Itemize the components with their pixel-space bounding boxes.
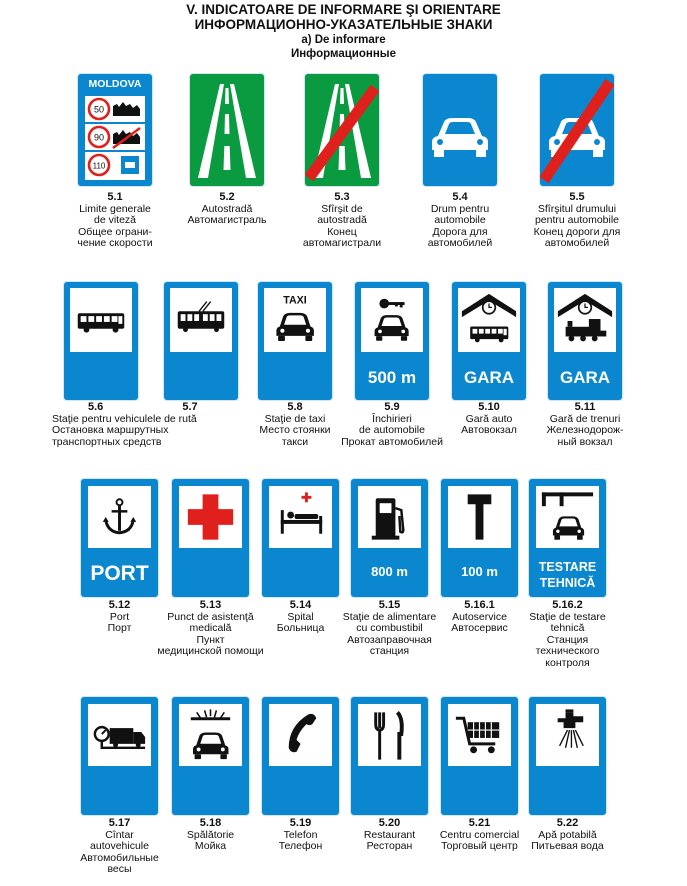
sign-number: 5.13	[199, 599, 222, 611]
restaurant-icon	[358, 704, 421, 766]
sign-description-line: весы	[107, 863, 132, 875]
sign-description-line: de viteză	[93, 214, 137, 226]
sign-description-line: такси	[281, 435, 309, 448]
sign-5-7	[164, 282, 238, 400]
sign-description-line: Место стоянки	[259, 424, 331, 436]
taxi-label: TAXI	[283, 294, 307, 307]
sign-5-16-2	[529, 479, 606, 597]
sign-5-8	[258, 282, 332, 400]
sign-description-line: Gară auto	[465, 412, 513, 425]
sign-number: 5.16.1	[464, 599, 495, 611]
sign-description-line: ный вокзал	[557, 435, 613, 448]
sign-description-line: pentru automobile	[534, 214, 620, 226]
subsection-title-ru: Информационные	[290, 48, 397, 60]
sign-description-line: Конец	[327, 225, 357, 238]
sign-description-line: Больница	[276, 622, 325, 634]
train-station-icon	[554, 288, 616, 352]
sign-plate-text: GARA	[463, 368, 515, 387]
sign-number: 5.19	[289, 817, 312, 829]
sign-5-9	[355, 282, 429, 400]
sign-description-line: Железнодорож-	[546, 424, 624, 436]
sign-description-line: станция	[369, 645, 410, 657]
speed-value: 90	[93, 132, 105, 143]
sign-caption	[282, 192, 402, 250]
car-wash-icon	[179, 704, 242, 766]
sign-description-line: Telefon	[283, 828, 318, 841]
sign-description-line: automobile	[434, 214, 486, 226]
sign-plate-text: 800 m	[371, 564, 408, 579]
sign-description-line: Телефон	[278, 840, 323, 852]
sign-description-line: Centru comercial	[439, 828, 520, 841]
sign-5-18	[172, 697, 249, 815]
sign-description-line: Остановка маршрутных	[52, 424, 169, 436]
drinking-water-icon	[536, 704, 599, 766]
bus-icon	[70, 288, 132, 352]
sign-description-line: Apă potabilă	[538, 828, 597, 841]
sign-number: 5.16.2	[552, 599, 583, 611]
sign-5-6	[64, 282, 138, 400]
sign-5-19	[262, 697, 339, 815]
sign-number: 5.1	[107, 191, 123, 203]
sign-description-line: Cîntar	[105, 828, 134, 841]
sign-description-line: Прокат автомобилей	[341, 435, 443, 448]
anchor-icon	[88, 486, 151, 548]
sign-description-line: Станция	[546, 633, 589, 646]
fuel-pump-icon	[358, 486, 421, 548]
sign-5-1	[78, 74, 152, 186]
sign-caption	[508, 818, 628, 853]
taxi-icon	[264, 288, 326, 352]
moldova-label: MOLDOVA	[88, 78, 142, 90]
sign-number: 5.5	[569, 191, 585, 203]
sign-5-13	[172, 479, 249, 597]
sign-description-line: Staţie pentru vehiculele de rută	[52, 412, 197, 425]
sign-number: 5.21	[468, 817, 491, 829]
sign-description-line: Închirieri	[372, 412, 412, 425]
sign-description-line: Ресторан	[366, 840, 413, 852]
sign-description-line: Restaurant	[363, 828, 416, 841]
truck-scale-icon	[88, 704, 151, 766]
sign-plate-text: TESTARE	[538, 560, 597, 574]
sign-description-line: Autoservice	[452, 610, 507, 623]
sign-description-line: de automobile	[359, 424, 425, 436]
sign-description-line: Spălătorie	[186, 828, 235, 841]
sign-number: 5.15	[378, 599, 401, 611]
sign-plate-text: 500 m	[367, 368, 417, 387]
car-icon	[423, 74, 497, 186]
sign-description-line: автомобилей	[427, 237, 493, 249]
sign-caption	[400, 192, 520, 250]
shopping-cart-icon	[448, 704, 511, 766]
sign-description-line: Порт	[107, 622, 132, 634]
sign-5-22	[529, 697, 606, 815]
sign-description-line: autovehicule	[90, 840, 149, 852]
sign-description-line: Autostradă	[201, 202, 253, 215]
wrench-icon	[448, 486, 511, 548]
sign-number: 5.11	[574, 401, 596, 413]
sign-description-line: медицинской помощи	[157, 645, 264, 657]
sign-5-3	[305, 74, 379, 186]
sign-plate-text: TEHNICĂ	[539, 576, 596, 590]
sign-caption	[525, 402, 645, 448]
sign-description-line: Gară de trenuri	[549, 412, 621, 425]
sign-description-line: транспортных средств	[52, 435, 162, 448]
sign-description-line: Автомагистраль	[187, 214, 267, 226]
speed-value: 50	[93, 104, 105, 115]
sign-description-line: Автозаправочная	[347, 633, 432, 646]
sign-number: 5.10	[478, 401, 500, 413]
sign-number: 5.17	[108, 817, 131, 829]
sign-description-line: Spital	[287, 610, 314, 623]
motorway-icon	[190, 74, 264, 186]
sign-number: 5.20	[378, 817, 401, 829]
car-rental-icon	[361, 288, 423, 352]
sign-description-line: Punct de asistenţă	[167, 610, 254, 623]
sign-caption	[517, 192, 637, 250]
sign-5-17	[81, 697, 158, 815]
sign-number: 5.22	[556, 817, 579, 829]
subsection-title: a) De informare	[301, 34, 386, 46]
sign-description-line: Drum pentru	[430, 202, 490, 215]
sign-caption	[55, 192, 175, 250]
sign-description-line: технического	[535, 645, 600, 657]
sign-plate-text: 100 m	[461, 564, 498, 579]
sign-description-line: autostradă	[317, 214, 367, 226]
hospital-bed-icon	[269, 486, 332, 548]
end-motorway-icon	[305, 74, 379, 186]
sign-description-line: Пункт	[196, 633, 225, 646]
inspection-icon	[536, 486, 599, 548]
sign-description-line: Sfîrşitul drumului	[537, 202, 617, 215]
sign-caption	[508, 600, 628, 669]
section-title-ru: ИНФОРМАЦИОННО-УКАЗАТЕЛЬНЫЕ ЗНАКИ	[194, 17, 493, 32]
sign-description-line: Питьевая вода	[531, 840, 604, 852]
sign-description-line: Общее ограни-	[78, 225, 152, 238]
sign-description-line: чение скорости	[77, 237, 153, 249]
section-title: V. INDICATOARE DE INFORMARE ŞI ORIENTARE	[186, 2, 501, 17]
sign-caption	[167, 192, 287, 227]
sign-5-15	[351, 479, 428, 597]
sign-description-line: Торговый центр	[441, 840, 518, 852]
sign-description-line: контроля	[545, 656, 590, 669]
sign-number: 5.2	[219, 191, 235, 203]
sign-number: 5.4	[452, 191, 468, 203]
sign-description-line: автомобилей	[544, 237, 610, 249]
sign-5-20	[351, 697, 428, 815]
sign-number: 5.6	[88, 401, 104, 413]
sign-description-line: Автосервис	[451, 622, 508, 634]
sign-plate-text: PORT	[90, 562, 149, 585]
sign-description-line: Staţie de taxi	[264, 412, 326, 425]
sign-number: 5.7	[182, 401, 198, 413]
sign-caption	[160, 402, 220, 414]
sign-5-2	[190, 74, 264, 186]
sign-description-line: Мойка	[194, 840, 227, 852]
sign-number: 5.8	[287, 401, 303, 413]
sign-description-line: Конец дороги для	[533, 225, 621, 238]
sign-5-14	[262, 479, 339, 597]
telephone-icon	[269, 704, 332, 766]
sign-description-line: Sfîrşit de	[321, 202, 363, 215]
sign-description-line: Port	[109, 610, 130, 623]
sign-description-line: Staţie de alimentare	[342, 610, 437, 623]
sign-description-line: Дорога для	[432, 225, 488, 238]
sign-5-5	[540, 74, 614, 186]
sign-description-line: tehnică	[550, 622, 585, 634]
speed-value: 110	[92, 161, 106, 171]
sign-number: 5.18	[199, 817, 222, 829]
sign-5-4	[423, 74, 497, 186]
sign-5-16-1	[441, 479, 518, 597]
sign-description-line: medicală	[189, 622, 232, 634]
sign-number: 5.14	[289, 599, 312, 611]
sign-description-line: Автовокзал	[461, 424, 517, 436]
sign-5-10	[452, 282, 526, 400]
red-cross-icon	[179, 486, 242, 548]
speed-limits-icon	[85, 96, 145, 180]
sign-description-line: Автомобильные	[80, 851, 159, 864]
sign-number: 5.12	[108, 599, 131, 611]
sign-number: 5.9	[384, 401, 400, 413]
sign-description-line: автомагистрали	[302, 237, 382, 249]
tram-icon	[170, 288, 232, 352]
sign-description-line: cu combustibil	[356, 622, 423, 634]
bus-station-icon	[458, 288, 520, 352]
sign-plate-text: GARA	[559, 368, 611, 387]
sign-5-21	[441, 697, 518, 815]
sign-number: 5.3	[334, 191, 350, 203]
sign-5-11	[548, 282, 622, 400]
end-car-road-icon	[540, 74, 614, 186]
sign-5-12	[81, 479, 158, 597]
sign-description-line: Staţie de testare	[529, 610, 606, 623]
sign-description-line: Limite generale	[79, 202, 151, 215]
